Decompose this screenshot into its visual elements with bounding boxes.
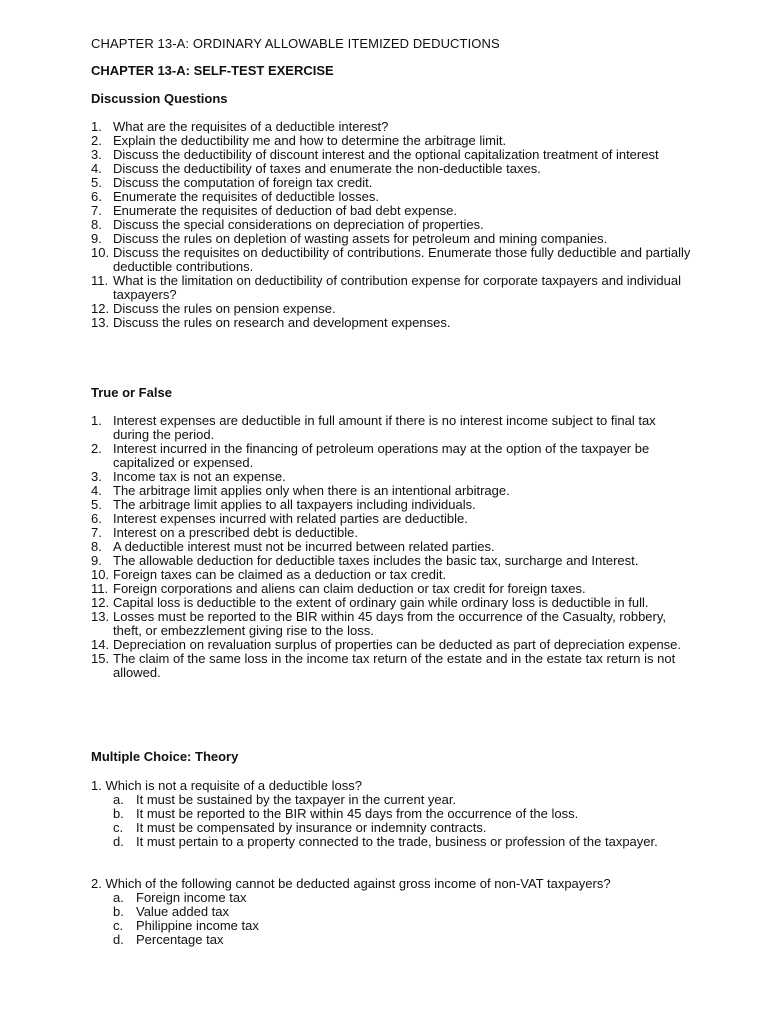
list-item [91, 470, 691, 484]
item-text: Discuss the requisites on deductibility of contributions. Enumerate those fully deductible and partially deductible contributions. [113, 245, 691, 274]
item-text: What is the limitation on deductibility of contribution expense for corporate taxpayers and individual taxpayers? [113, 273, 681, 302]
choice-text: Percentage tax [136, 932, 224, 947]
question-stem: 1. Which is not a requisite of a deductible loss? [91, 778, 362, 793]
item-text: Discuss the computation of foreign tax credit. [113, 175, 373, 190]
list-item [91, 582, 691, 596]
item-text: The allowable deduction for deductible taxes includes the basic tax, surcharge and Interest. [113, 553, 639, 568]
item-number: 9. [91, 231, 102, 246]
list-item [91, 190, 691, 204]
choice-item [91, 793, 691, 807]
item-number: 10. [91, 567, 110, 582]
item-number: 7. [91, 203, 102, 218]
choice-text: It must be compensated by insurance or indemnity contracts. [136, 820, 487, 835]
choice-text: Philippine income tax [136, 918, 259, 933]
multiple-choice-heading: Multiple Choice: Theory [91, 749, 239, 764]
choice-text: Value added tax [136, 904, 229, 919]
choice-item [91, 891, 691, 905]
choice-item [91, 835, 691, 849]
item-text: Foreign corporations and aliens can claim deduction or tax credit for foreign taxes. [113, 581, 586, 596]
choice-letter: a. [113, 792, 124, 807]
list-item [91, 246, 691, 274]
list-item [91, 204, 691, 218]
item-text: Depreciation on revaluation surplus of properties can be deducted as part of depreciation expense. [113, 637, 682, 652]
list-item [91, 554, 691, 568]
item-text: Discuss the rules on pension expense. [113, 301, 336, 316]
choice-letter: b. [113, 806, 124, 821]
item-text: A deductible interest must not be incurred between related parties. [113, 539, 495, 554]
mcq-question [91, 779, 691, 849]
item-text: Enumerate the requisites of deduction of bad debt expense. [113, 203, 458, 218]
list-item [91, 568, 691, 582]
list-item [91, 498, 691, 512]
item-number: 12. [91, 301, 110, 316]
list-item [91, 134, 691, 148]
item-number: 7. [91, 525, 102, 540]
item-number: 8. [91, 539, 102, 554]
list-item [91, 218, 691, 232]
choice-letter: d. [113, 932, 124, 947]
item-text: The arbitrage limit applies to all taxpayers including individuals. [113, 497, 476, 512]
choice-letter: b. [113, 904, 124, 919]
item-number: 2. [91, 133, 102, 148]
list-item [91, 176, 691, 190]
item-text: Discuss the deductibility of taxes and enumerate the non-deductible taxes. [113, 161, 541, 176]
choice-letter: a. [113, 890, 124, 905]
discussion-list [91, 120, 691, 330]
choice-text: It must be sustained by the taxpayer in the current year. [136, 792, 457, 807]
item-text: Discuss the special considerations on depreciation of properties. [113, 217, 484, 232]
item-number: 13. [91, 315, 110, 330]
item-text: Interest on a prescribed debt is deductible. [113, 525, 358, 540]
list-item [91, 610, 691, 638]
choice-text: Foreign income tax [136, 890, 247, 905]
list-item [91, 526, 691, 540]
item-text: Interest expenses are deductible in full amount if there is no interest income subject to final tax during the period. [113, 413, 656, 442]
list-item [91, 442, 691, 470]
item-number: 15. [91, 651, 110, 666]
list-item [91, 316, 691, 330]
list-item [91, 512, 691, 526]
list-item [91, 596, 691, 610]
item-number: 8. [91, 217, 102, 232]
item-number: 11. [91, 273, 109, 288]
item-text: Income tax is not an expense. [113, 469, 286, 484]
choice-letter: d. [113, 834, 124, 849]
page-title: CHAPTER 13-A: SELF-TEST EXERCISE [91, 63, 334, 78]
item-number: 1. [91, 119, 102, 134]
list-item [91, 232, 691, 246]
item-text: Losses must be reported to the BIR within 45 days from the occurrence of the Casualty, robbery, theft, or embezzlement giving rise to the loss. [113, 609, 667, 638]
item-number: 11. [91, 581, 109, 596]
list-item [91, 638, 691, 652]
true-false-list [91, 414, 691, 680]
list-item [91, 484, 691, 498]
item-number: 13. [91, 609, 110, 624]
item-number: 14. [91, 637, 110, 652]
list-item [91, 414, 691, 442]
list-item [91, 162, 691, 176]
item-text: Discuss the deductibility of discount interest and the optional capitalization treatment of interest [113, 147, 659, 162]
item-number: 4. [91, 483, 102, 498]
list-item [91, 302, 691, 316]
true-false-heading: True or False [91, 385, 172, 400]
item-text: Discuss the rules on depletion of wasting assets for petroleum and mining companies. [113, 231, 608, 246]
item-text: Interest incurred in the financing of petroleum operations may at the option of the taxpayer be capitalized or expensed. [113, 441, 650, 470]
item-number: 1. [91, 413, 102, 428]
chapter-header: CHAPTER 13-A: ORDINARY ALLOWABLE ITEMIZED DEDUCTIONS [91, 36, 500, 51]
item-text: The claim of the same loss in the income tax return of the estate and in the estate tax return is not allowed. [113, 651, 676, 680]
choice-item [91, 933, 691, 947]
choice-letter: c. [113, 918, 124, 933]
item-number: 2. [91, 441, 102, 456]
item-text: Foreign taxes can be claimed as a deduction or tax credit. [113, 567, 447, 582]
item-number: 12. [91, 595, 110, 610]
choice-list [91, 793, 691, 849]
item-number: 6. [91, 189, 102, 204]
item-text: Enumerate the requisites of deductible losses. [113, 189, 379, 204]
item-text: What are the requisites of a deductible interest? [113, 119, 389, 134]
item-number: 5. [91, 175, 102, 190]
choice-item [91, 807, 691, 821]
item-number: 5. [91, 497, 102, 512]
item-number: 4. [91, 161, 102, 176]
item-number: 3. [91, 147, 102, 162]
choice-item [91, 821, 691, 835]
item-text: Capital loss is deductible to the extent of ordinary gain while ordinary loss is deductible in full. [113, 595, 649, 610]
list-item [91, 148, 691, 162]
mcq-question [91, 877, 691, 947]
item-text: The arbitrage limit applies only when there is an intentional arbitrage. [113, 483, 510, 498]
choice-item [91, 919, 691, 933]
choice-list [91, 891, 691, 947]
item-number: 3. [91, 469, 102, 484]
list-item [91, 120, 691, 134]
discussion-heading: Discussion Questions [91, 91, 228, 106]
choice-item [91, 905, 691, 919]
item-text: Discuss the rules on research and development expenses. [113, 315, 451, 330]
choice-text: It must be reported to the BIR within 45 days from the occurrence of the loss. [136, 806, 579, 821]
choice-letter: c. [113, 820, 124, 835]
item-number: 6. [91, 511, 102, 526]
list-item [91, 652, 691, 680]
item-text: Interest expenses incurred with related parties are deductible. [113, 511, 468, 526]
list-item [91, 274, 691, 302]
item-number: 10. [91, 245, 110, 260]
item-number: 9. [91, 553, 102, 568]
question-stem: 2. Which of the following cannot be deducted against gross income of non-VAT taxpayers? [91, 876, 611, 891]
list-item [91, 540, 691, 554]
item-text: Explain the deductibility me and how to determine the arbitrage limit. [113, 133, 507, 148]
choice-text: It must pertain to a property connected to the trade, business or profession of the taxpayer. [136, 834, 658, 849]
